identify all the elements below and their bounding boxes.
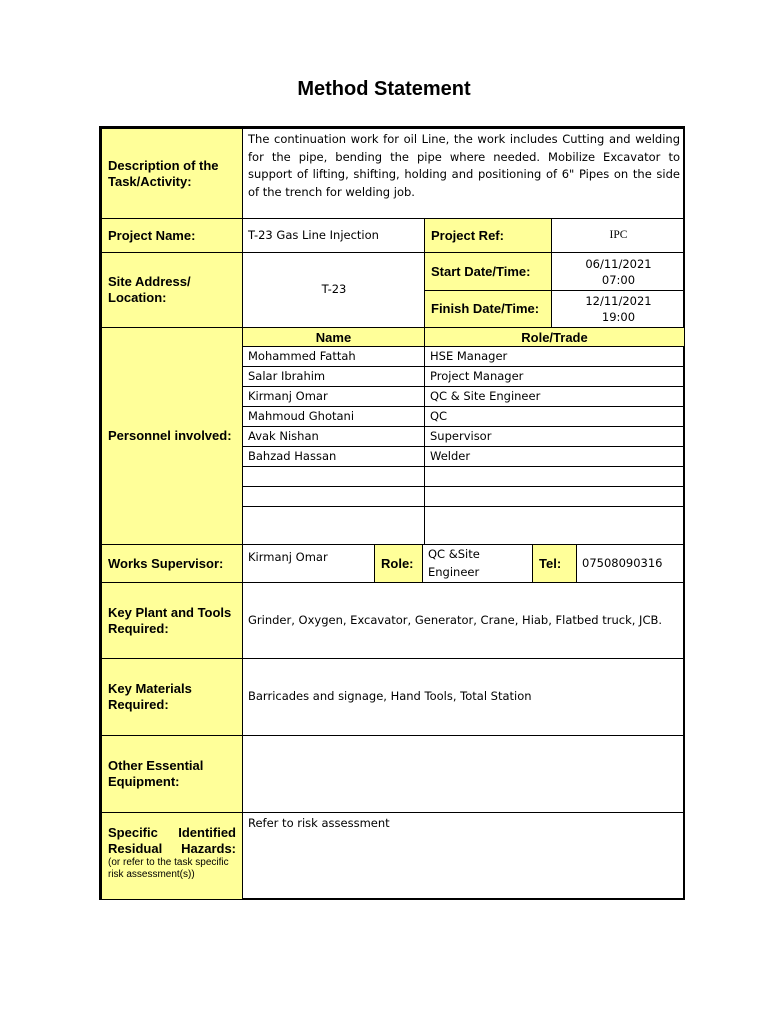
finish-date-value [551,290,685,328]
personnel-role-header: Role/Trade [424,327,685,347]
personnel-name-cell: Mahmoud Ghotani [242,406,425,427]
tel-value: 07508090316 [576,544,685,583]
personnel-name-cell [242,466,425,487]
personnel-label: Personnel involved: [101,327,243,545]
key-plant-value: Grinder, Oxygen, Excavator, Generator, Crane, Hiab, Flatbed truck, JCB. [242,582,685,659]
personnel-name-cell: Salar Ibrahim [242,366,425,387]
hazards-value: Refer to risk assessment [242,812,685,900]
project-ref-value: IPC [551,218,685,253]
other-equipment-label: Other Essential Equipment: [101,735,243,813]
start-date-value [551,252,685,291]
personnel-name-cell: Kirmanj Omar [242,386,425,407]
personnel-name-cell [242,506,425,545]
finish-date-label: Finish Date/Time: [424,290,552,328]
personnel-role-cell [424,466,685,487]
personnel-role-cell: QC [424,406,685,427]
works-supervisor-label: Works Supervisor: [101,544,243,583]
start-date: 06/11/2021 [585,256,652,271]
personnel-name-cell: Avak Nishan [242,426,425,447]
personnel-role-cell: Project Manager [424,366,685,387]
tel-label: Tel: [532,544,577,583]
finish-time: 19:00 [601,310,636,324]
key-plant-label: Key Plant and Tools Required: [101,582,243,659]
description-value: The continuation work for oil Line, the work includes Cutting and welding for the pipe, bending the pipe where needed. Mobilize Excavator to support of lifting, shifting, holding and positioning of 6" Pipes on the side of the trench for welding job. [242,128,685,219]
hazards-label: Specific Identified Residual Hazards: [108,825,236,856]
personnel-name-cell [242,486,425,507]
page-title: Method Statement [297,78,471,100]
description-label: Description of the Task/Activity: [101,128,243,219]
supervisor-role-value: QC &Site Engineer [422,544,533,583]
works-supervisor-value: Kirmanj Omar [242,544,375,583]
supervisor-role-label: Role: [374,544,423,583]
start-time: 07:00 [601,272,636,287]
finish-date: 12/11/2021 [585,294,652,308]
personnel-name-cell: Bahzad Hassan [242,446,425,467]
personnel-role-cell [424,506,685,545]
site-address-label: Site Address/ Location: [101,252,243,328]
other-equipment-value [242,735,685,813]
personnel-role-cell: HSE Manager [424,346,685,367]
start-date-label: Start Date/Time: [424,252,552,291]
hazards-note: (or refer to the task specific risk assessment(s)) [108,857,229,880]
personnel-role-cell: Welder [424,446,685,467]
project-name-value: T-23 Gas Line Injection [242,218,425,253]
personnel-name-header: Name [242,327,425,347]
project-ref-label: Project Ref: [424,218,552,253]
method-statement-form [99,126,685,900]
personnel-role-cell: QC & Site Engineer [424,386,685,407]
hazards-label-cell [101,812,243,900]
project-name-label: Project Name: [101,218,243,253]
site-address-value: T-23 [242,252,425,328]
personnel-name-cell: Mohammed Fattah [242,346,425,367]
personnel-role-cell [424,486,685,507]
key-materials-label: Key Materials Required: [101,658,243,736]
key-materials-value: Barricades and signage, Hand Tools, Total Station [242,658,685,736]
personnel-role-cell: Supervisor [424,426,685,447]
